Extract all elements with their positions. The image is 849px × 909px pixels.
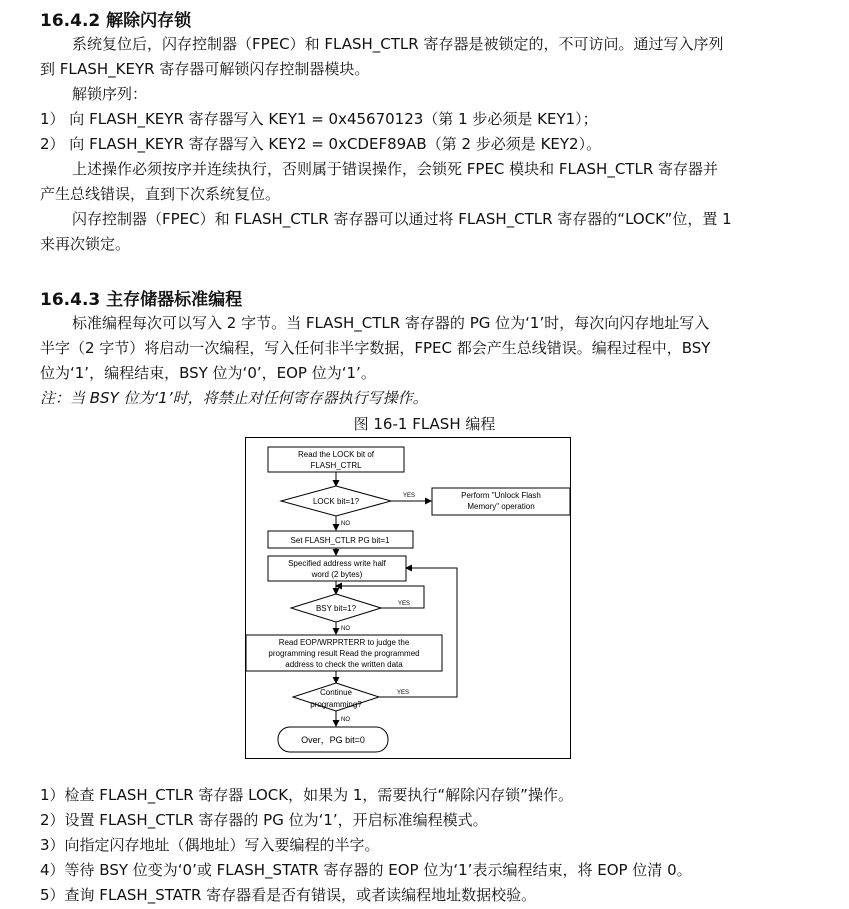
no-label: NO [341, 626, 350, 632]
paragraph-line: 闪存控制器（FPEC）和 FLASH_CTLR 寄存器可以通过将 FLASH_CTLR 寄存器的“LOCK”位，置 1 [72, 210, 732, 228]
end-label: Over，PG bit=0 [301, 735, 365, 745]
no-label: NO [341, 717, 350, 723]
paragraph-line: 到 FLASH_KEYR 寄存器可解锁闪存控制器模块。 [40, 60, 370, 78]
write-label-2: word (2 bytes) [311, 570, 363, 579]
figure-frame [246, 438, 571, 759]
step-item: 5）查询 FLASH_STATR 寄存器看是否有错误，或者读编程地址数据校验。 [40, 886, 537, 904]
lock-decision-label: LOCK bit=1? [312, 497, 360, 506]
list-item: 1） 向 FLASH_KEYR 寄存器写入 KEY1 = 0x45670123（第 1 步必须是 KEY1）； [40, 110, 598, 128]
unlock-label-1: Perform "Unlock Flash [461, 491, 541, 500]
read-eop-label-1: Read EOP/WRPRTERR to judge the [278, 638, 410, 647]
note-line: 注：当 BSY 位为‘1’时，将禁止对任何寄存器执行写操作。 [40, 389, 428, 407]
step-item: 1）检查 FLASH_CTLR 寄存器 LOCK，如果为 1，需要执行“解除闪存锁”操作。 [40, 786, 573, 804]
yes-label: YES [398, 601, 411, 607]
paragraph-line: 解锁序列： [72, 85, 148, 103]
section-heading-programming: 16.4.3 主存储器标准编程 [40, 290, 243, 310]
continue-label-2: programming? [310, 700, 362, 709]
paragraph-line: 上述操作必须按序并连续执行，否则属于错误操作，会锁死 FPEC 模块和 FLASH_CTLR 寄存器并 [72, 160, 719, 178]
paragraph-line: 位为‘1’，编程结束，BSY 位为‘0’，EOP 位为‘1’。 [40, 364, 376, 382]
paragraph-line: 来再次锁定。 [40, 235, 131, 253]
yes-label: YES [403, 493, 416, 499]
no-label: NO [341, 521, 350, 527]
unlock-label-2: Memory" operation [467, 502, 535, 511]
yes-label: YES [397, 690, 410, 696]
set-pg-label: Set FLASH_CTLR PG bit=1 [290, 536, 390, 545]
read-eop-label-2: programming result Read the programmed [268, 649, 420, 658]
step-item: 2）设置 FLASH_CTLR 寄存器的 PG 位为‘1’，开启标准编程模式。 [40, 811, 488, 829]
read-lock-label-1: Read the LOCK bit of [297, 450, 375, 459]
continue-label-1: Continue [319, 688, 353, 697]
paragraph-line: 产生总线错误，直到下次系统复位。 [40, 185, 281, 203]
write-label-1: Specified address write half [288, 559, 386, 568]
paragraph-line: 标准编程每次可以写入 2 字节。当 FLASH_CTLR 寄存器的 PG 位为‘1’时，每次向闪存地址写入 [72, 314, 710, 332]
read-eop-label-3: address to check the written data [285, 660, 403, 669]
flash-programming-flowchart [245, 437, 571, 759]
step-item: 3）向指定闪存地址（偶地址）写入要编程的半字。 [40, 836, 380, 854]
read-lock-label-2: FLASH_CTRL [310, 461, 362, 470]
step-item: 4）等待 BSY 位变为‘0’或 FLASH_STATR 寄存器的 EOP 位为‘1’表示编程结束，将 EOP 位清 0。 [40, 861, 692, 879]
bsy-decision-label: BSY bit=1? [315, 604, 357, 613]
figure-caption: 图 16-1 FLASH 编程 [353, 415, 496, 433]
section-heading-unlock: 16.4.2 解除闪存锁 [40, 11, 192, 31]
list-item: 2） 向 FLASH_KEYR 寄存器写入 KEY2 = 0xCDEF89AB（第 2 步必须是 KEY2）。 [40, 135, 602, 153]
paragraph-line: 系统复位后，闪存控制器（FPEC）和 FLASH_CTLR 寄存器是被锁定的，不可访问。通过写入序列 [72, 35, 724, 53]
paragraph-line: 半字（2 字节）将启动一次编程，写入任何非半字数据，FPEC 都会产生总线错误。编程过程中，BSY [40, 339, 711, 357]
